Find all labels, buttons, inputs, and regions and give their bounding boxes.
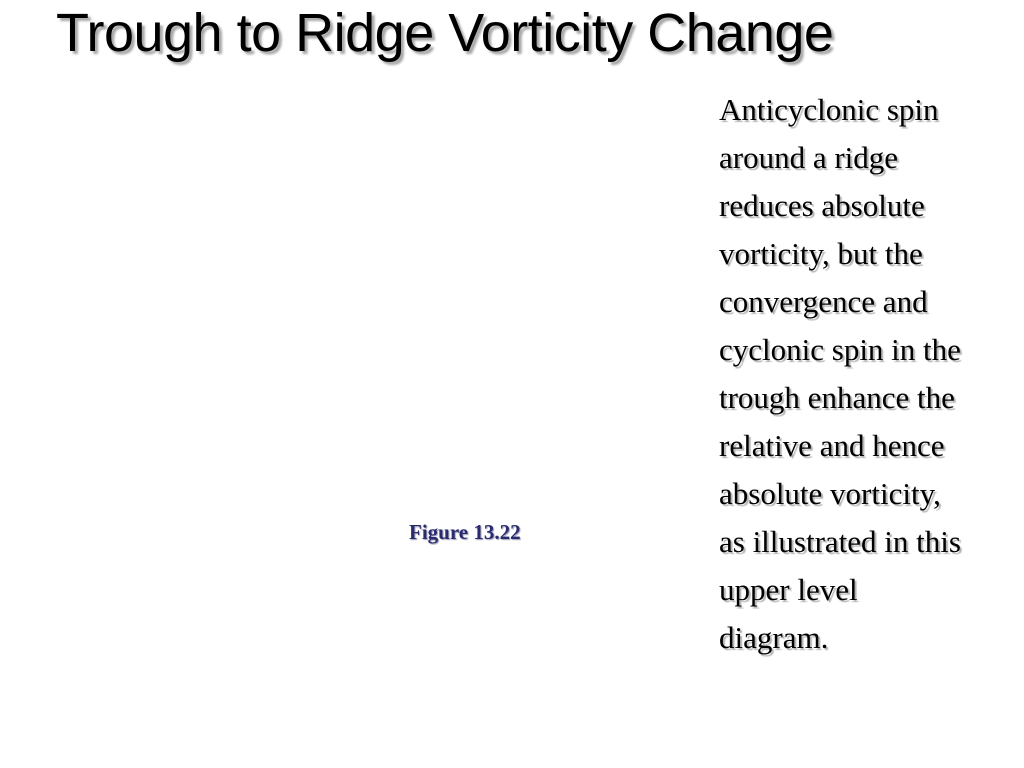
body-text-line: as illustrated in this — [719, 524, 961, 559]
body-text-line: around a ridge — [719, 140, 899, 175]
body-text-line: cyclonic spin in the — [719, 332, 961, 367]
body-text-line: absolute vorticity, — [719, 476, 941, 511]
figure-placeholder — [60, 95, 700, 735]
body-text-line: vorticity, but the — [719, 236, 923, 271]
figure-caption: Figure 13.22 — [409, 520, 521, 544]
body-text-line: reduces absolute — [719, 188, 925, 223]
body-text — [719, 86, 1024, 662]
body-text-line: Anticyclonic spin — [719, 92, 939, 127]
slide-title: Trough to Ridge Vorticity Change — [56, 3, 834, 63]
body-text-line: trough enhance the — [719, 380, 955, 415]
body-text-line: diagram. — [719, 620, 829, 655]
body-text-line: convergence and — [719, 284, 928, 319]
body-text-line: upper level — [719, 572, 858, 607]
body-text-line: relative and hence — [719, 428, 945, 463]
